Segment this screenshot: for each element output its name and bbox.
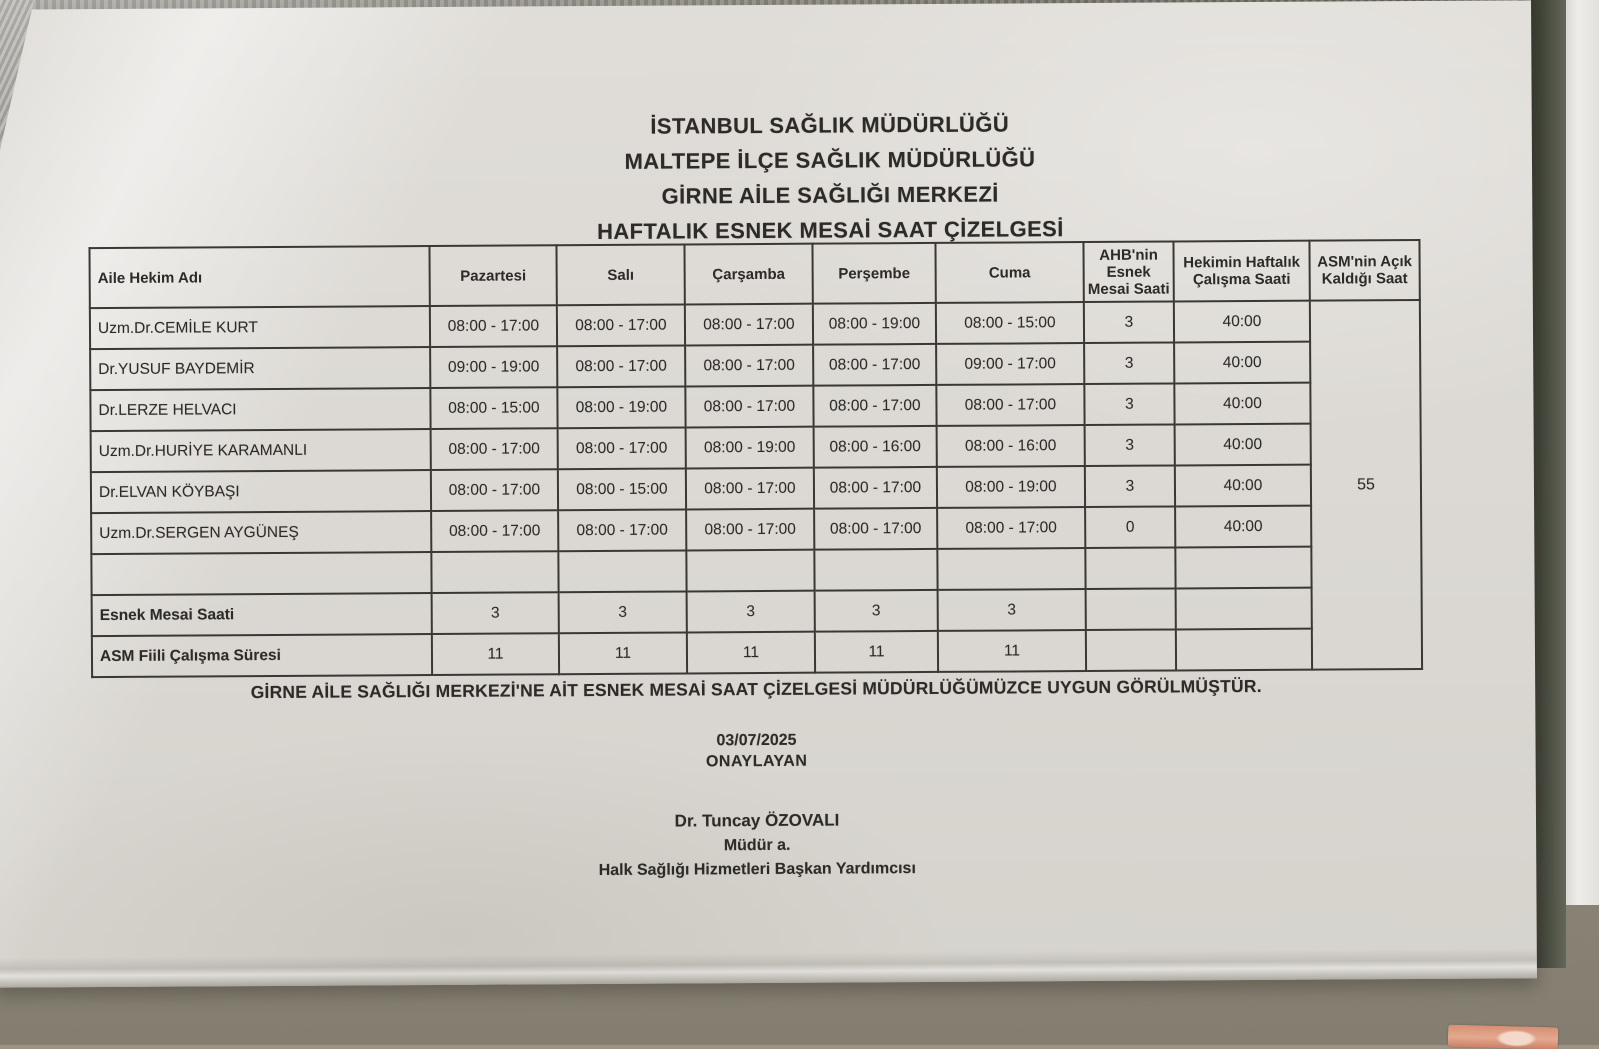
time-cell: 08:00 - 17:00: [685, 304, 813, 346]
summary-value-cell: 11: [559, 632, 687, 674]
frame-right-light-strip: [1564, 0, 1599, 905]
col-header-thursday: Perşembe: [812, 243, 935, 304]
time-cell: 08:00 - 17:00: [936, 384, 1084, 426]
doctor-name-cell: Uzm.Dr.SERGEN AYGÜNEŞ: [91, 511, 431, 554]
time-cell: 08:00 - 17:00: [431, 469, 558, 511]
col-header-asm-open: ASM'nin Açık Kaldığı Saat: [1309, 240, 1419, 301]
approval-date: 03/07/2025: [716, 731, 797, 750]
time-cell: 08:00 - 16:00: [814, 426, 937, 468]
time-cell: 08:00 - 15:00: [936, 302, 1084, 344]
summary-value-cell: 3: [687, 591, 815, 633]
summary-value-cell: 3: [815, 590, 938, 632]
doctor-name-cell: Uzm.Dr.CEMİLE KURT: [90, 306, 430, 349]
summary-value-cell: 3: [432, 592, 559, 634]
time-cell: 08:00 - 17:00: [685, 345, 813, 387]
weekly-hours-cell: 40:00: [1174, 301, 1310, 343]
doctor-name-cell: Dr.ELVAN KÖYBAŞI: [91, 470, 431, 513]
time-cell: 08:00 - 17:00: [431, 510, 558, 552]
approver-name: Dr. Tuncay ÖZOVALI: [674, 810, 840, 831]
empty-cell: [431, 551, 558, 593]
asm-open-hours-cell: 55: [1310, 300, 1422, 670]
summary-value-cell: 3: [938, 589, 1086, 631]
summary-value-cell: 3: [559, 591, 687, 633]
summary-value-cell: 11: [687, 632, 815, 674]
col-header-weekly-hours: Hekimin Haftalık Çalışma Saati: [1173, 241, 1309, 302]
empty-cell: [1085, 547, 1175, 589]
time-cell: 08:00 - 17:00: [813, 385, 936, 427]
weekly-hours-cell: 40:00: [1174, 383, 1310, 425]
approver-department: Halk Sağlığı Hizmetleri Başkan Yardımcısı: [598, 860, 916, 880]
empty-cell: [91, 552, 431, 595]
weekly-hours-cell: 40:00: [1174, 342, 1310, 384]
weekly-schedule-table: [88, 239, 1423, 678]
time-cell: 08:00 - 15:00: [558, 468, 686, 510]
title-line-4: HAFTALIK ESNEK MESAİ SAAT ÇİZELGESİ: [596, 216, 1064, 245]
flex-hours-cell: 3: [1085, 424, 1175, 466]
time-cell: 08:00 - 17:00: [558, 509, 686, 551]
summary-value-cell: 11: [938, 630, 1086, 672]
time-cell: 08:00 - 17:00: [557, 304, 685, 346]
weekly-hours-cell: 40:00: [1175, 424, 1311, 466]
time-cell: 08:00 - 17:00: [686, 509, 814, 551]
time-cell: 08:00 - 17:00: [813, 344, 936, 386]
time-cell: 08:00 - 15:00: [430, 387, 557, 429]
time-cell: 08:00 - 17:00: [686, 468, 814, 510]
time-cell: 08:00 - 17:00: [685, 386, 813, 428]
doctor-name-cell: Dr.YUSUF BAYDEMİR: [90, 347, 430, 390]
doctor-name-cell: Dr.LERZE HELVACI: [90, 388, 430, 431]
time-cell: 08:00 - 17:00: [558, 427, 686, 469]
time-cell: 08:00 - 17:00: [557, 345, 685, 387]
empty-cell: [686, 550, 814, 592]
flex-hours-cell: 3: [1085, 465, 1175, 507]
flex-hours-cell: 3: [1084, 301, 1174, 343]
title-line-1: İSTANBUL SAĞLIK MÜDÜRLÜĞÜ: [650, 111, 1010, 139]
col-header-tuesday: Salı: [556, 244, 684, 305]
col-header-doctor-name: Aile Hekim Adı: [89, 246, 429, 308]
summary-value-cell: 11: [815, 631, 938, 673]
summary-value-cell: 11: [432, 633, 559, 675]
empty-cell: [558, 550, 686, 592]
time-cell: 08:00 - 17:00: [814, 508, 937, 550]
doctor-name-cell: Uzm.Dr.HURİYE KARAMANLI: [91, 429, 431, 472]
torn-sticker: [1448, 1025, 1559, 1049]
empty-cell: [814, 549, 937, 591]
col-header-flex-hours: AHB'nin Esnek Mesai Saati: [1083, 241, 1173, 302]
time-cell: 08:00 - 19:00: [813, 303, 936, 345]
time-cell: 08:00 - 17:00: [430, 305, 557, 347]
time-cell: 08:00 - 16:00: [937, 425, 1085, 467]
approver-role: Müdür a.: [723, 836, 791, 855]
time-cell: 08:00 - 17:00: [814, 467, 937, 509]
empty-cell: [1086, 588, 1176, 630]
flex-hours-cell: 3: [1084, 383, 1174, 425]
time-cell: 08:00 - 19:00: [686, 427, 814, 469]
time-cell: 09:00 - 17:00: [936, 343, 1084, 385]
approver-heading: ONAYLAYAN: [705, 752, 808, 771]
summary-label-cell: Esnek Mesai Saati: [92, 593, 432, 636]
flex-hours-cell: 3: [1084, 342, 1174, 384]
title-line-2: MALTEPE İLÇE SAĞLIK MÜDÜRLÜĞÜ: [624, 146, 1036, 174]
time-cell: 08:00 - 19:00: [937, 466, 1085, 508]
col-header-friday: Cuma: [935, 242, 1083, 303]
approval-statement: GİRNE AİLE SAĞLIĞI MERKEZİ'NE AİT ESNEK MESAİ SAAT ÇİZELGESİ MÜDÜRLÜĞÜMÜZCE UYGUN GÖRÜLMÜŞTÜR.: [250, 675, 1262, 703]
col-header-wednesday: Çarşamba: [684, 244, 812, 305]
empty-cell: [1176, 629, 1312, 671]
col-header-monday: Pazartesi: [429, 245, 556, 306]
document-header: [165, 104, 1496, 252]
title-line-3: GİRNE AİLE SAĞLIĞI MERKEZİ: [661, 181, 999, 209]
empty-cell: [1175, 547, 1311, 589]
time-cell: 08:00 - 19:00: [557, 386, 685, 428]
time-cell: 08:00 - 17:00: [937, 507, 1085, 549]
empty-cell: [937, 548, 1085, 590]
empty-cell: [1176, 588, 1312, 630]
time-cell: 09:00 - 19:00: [430, 346, 557, 388]
header-row: [89, 240, 1419, 308]
weekly-hours-cell: 40:00: [1175, 465, 1311, 507]
time-cell: 08:00 - 17:00: [431, 428, 558, 470]
empty-cell: [1086, 629, 1176, 671]
flex-hours-cell: 0: [1085, 506, 1175, 548]
summary-row-asm: [92, 628, 1422, 677]
weekly-hours-cell: 40:00: [1175, 506, 1311, 548]
summary-label-cell: ASM Fiili Çalışma Süresi: [92, 634, 432, 677]
